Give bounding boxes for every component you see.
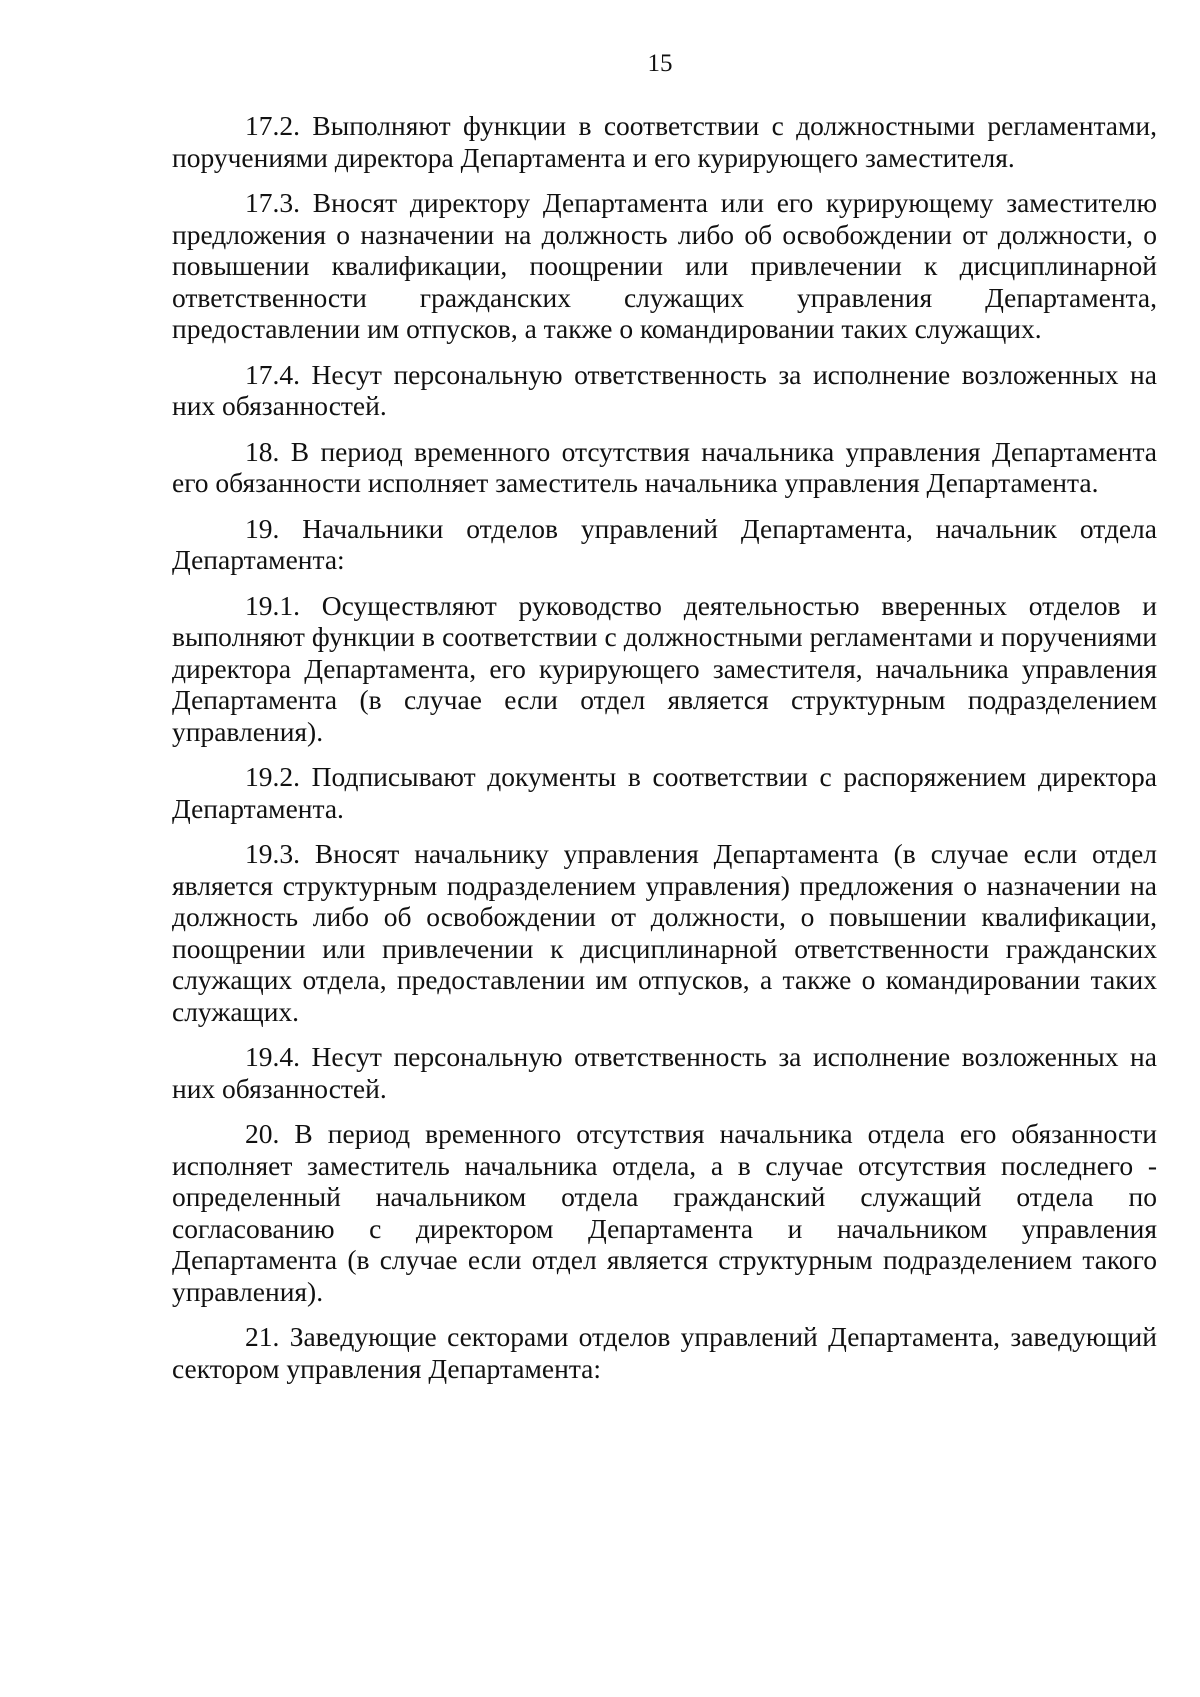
paragraph-19-3: 19.3. Вносят начальнику управления Департамента (в случае если отдел является структурным подразделением управления) предложения о назначении на должность либо об освобождении от должности, о повышении квалификации, поощрении или привлечении к дисциплинарной ответственности гражданских служащих отдела, предоставлении им отпусков, а также о командировании таких служащих. <box>172 838 1157 1027</box>
paragraph-17-2: 17.2. Выполняют функции в соответствии с должностными регламентами, поручениями директора Департамента и его курирующего заместителя. <box>172 110 1157 173</box>
paragraph-17-4: 17.4. Несут персональную ответственность за исполнение возложенных на них обязанностей. <box>172 358 1157 421</box>
paragraph-18: 18. В период временного отсутствия начальника управления Департамента его обязанности исполняет заместитель начальника управления Департамента. <box>172 435 1157 498</box>
paragraph-19-1: 19.1. Осуществляют руководство деятельностью вверенных отделов и выполняют функции в соответствии с должностными регламентами и поручениями директора Департамента, его курирующего заместителя, начальника управления Департамента (в случае если отдел является структурным подразделением управления). <box>172 589 1157 747</box>
paragraph-19-2: 19.2. Подписывают документы в соответствии с распоряжением директора Департамента. <box>172 761 1157 824</box>
paragraph-19: 19. Начальники отделов управлений Департамента, начальник отдела Департамента: <box>172 512 1157 575</box>
paragraph-19-4: 19.4. Несут персональную ответственность за исполнение возложенных на них обязанностей. <box>172 1041 1157 1104</box>
paragraph-17-3: 17.3. Вносят директору Департамента или его курирующему заместителю предложения о назначении на должность либо об освобождении от должности, о повышении квалификации, поощрении или привлечении к дисциплинарной ответственности гражданских служащих управления Департамента, предоставлении им отпусков, а также о командировании таких служащих. <box>172 187 1157 344</box>
document-body <box>172 110 1157 1398</box>
page-number: 15 <box>647 50 673 77</box>
paragraph-21: 21. Заведующие секторами отделов управлений Департамента, заведующий сектором управления Департамента: <box>172 1321 1157 1384</box>
paragraph-20: 20. В период временного отсутствия начальника отдела его обязанности исполняет заместитель начальника отдела, а в случае отсутствия последнего - определенный начальником отдела гражданский служащий отдела по согласованию с директором Департамента и начальником управления Департамента (в случае если отдел является структурным подразделением такого управления). <box>172 1118 1157 1307</box>
